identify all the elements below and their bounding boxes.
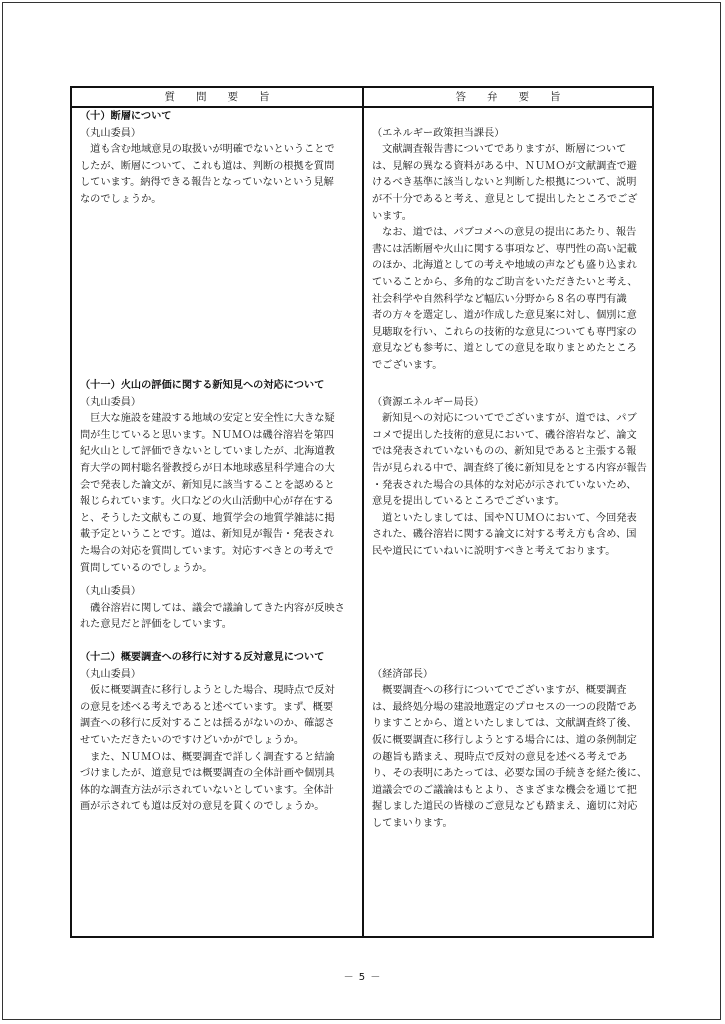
text-line: り、その表明にあたっては、必要な国の手続きを経た後に、: [372, 768, 648, 780]
text-line: また、ＮＵＭＯは、概要調査で詳しく調査すると結論: [80, 751, 335, 763]
text-line: （丸山委員）: [80, 396, 142, 408]
text-line: された、磯谷溶岩に関する論文に対する考え方も含め、国: [372, 529, 637, 541]
text-line: ・発表された場合の具体的な対応が示されていないため、: [372, 479, 637, 491]
text-line: してまいります。: [372, 817, 453, 829]
section-title: （十一）火山の評価に関する新知見への対応について: [80, 380, 325, 391]
question-summary-header: 質 問 要 旨: [164, 91, 270, 103]
text-line: でございます。: [372, 359, 443, 371]
text-line: 者の方々を選定し、道が作成した意見案に対し、個別に意: [372, 310, 637, 322]
text-line: 載予定ということです。道は、新知見が報告・発表され: [80, 529, 334, 541]
text-line: （丸山委員）: [80, 127, 142, 139]
question-block-2-followup: [80, 584, 356, 634]
text-line: 概要調査への移行についてでございますが、概要調査: [372, 685, 627, 697]
text-line: コメで提出した技術的意見において、磯谷溶岩など、論文: [372, 429, 637, 441]
text-line: のほか、北海道としての考えや地域の声なども盛り込まれ: [372, 260, 637, 272]
text-line: 意見なども参考に、道としての意見を取りまとめたところ: [372, 343, 637, 355]
page-number: － 5 －: [343, 972, 382, 983]
text-line: （経済部長）: [372, 668, 434, 680]
text-line: （丸山委員）: [80, 668, 142, 680]
section-title: （十）断層について: [80, 111, 172, 122]
text-line: 文献調査報告書についてでありますが、断層について: [372, 144, 627, 156]
question-block-2: [80, 378, 356, 577]
text-line: の意見を述べる考えであると述べています。まず、概要: [80, 701, 334, 713]
text-line: したが、断層について、これも道は、判断の根拠を質問: [80, 160, 335, 172]
text-line: 社会科学や自然科学など幅広い分野から８名の専門有識: [372, 293, 627, 305]
text-line: （エネルギー政策担当課長）: [372, 127, 505, 139]
text-line: づけましたが、道意見では概要調査の全体計画や個別具: [80, 768, 335, 780]
text-line: （資源エネルギー局長）: [372, 396, 485, 408]
column-divider: [362, 88, 364, 936]
text-line: なのでしょうか。: [80, 193, 162, 205]
text-line: ていることから、多角的なご助言をいただきたいと考え、: [372, 276, 638, 288]
text-line: せていただきたいのですけどいかがでしょうか。: [80, 734, 305, 746]
text-line: 道といたしましては、国やＮＵＭＯにおいて、今回発表: [372, 512, 637, 524]
text-line: れた意見だと評価をしています。: [80, 619, 232, 631]
text-line: 会で発表した論文が、新知見に該当することを認めると: [80, 479, 335, 491]
question-block-1: [80, 109, 356, 209]
text-line: りますことから、道といたしましては、文献調査終了後、: [372, 718, 637, 730]
text-line: 紀火山として評価できないとしていましたが、北海道教: [80, 446, 335, 458]
text-line: います。: [372, 210, 412, 222]
text-line: 握しました道民の皆様のご意見なども踏まえ、適切に対応: [372, 801, 638, 813]
text-line: の趣旨も踏まえ、現時点で反対の意見を述べる考えであ: [372, 751, 628, 763]
text-line: 仮に概要調査に移行しようとした場合、現時点で反対: [80, 685, 335, 697]
text-line: は、見解の異なる資料がある中、ＮＵＭＯが文献調査で避: [372, 160, 637, 172]
question-block-3: [80, 650, 356, 816]
text-line: 問が生じていると思います。ＮＵＭＯは磯谷溶岩を第四: [80, 429, 334, 441]
text-line: けるべき基準に該当しないと判断した根拠について、説明: [372, 177, 637, 189]
text-line: が不十分であると考え、意見として提出したところでござ: [372, 193, 638, 205]
text-line: は、最終処分場の建設地選定のプロセスの一つの段階であ: [372, 701, 637, 713]
text-line: なお、道では、パブコメへの意見の提出にあたり、報告: [372, 227, 637, 239]
text-line: 画が示されても道は反対の意見を貫くのでしょうか。: [80, 801, 325, 813]
text-line: 見聴取を行い、これらの技術的な意見についても専門家の: [372, 326, 637, 338]
table-header-row: [72, 88, 652, 108]
text-line: 調査への移行に反対することは揺るがないのか、確認さ: [80, 718, 335, 730]
text-line: 道議会でのご議論はもとより、さまざまな機会を通じて把: [372, 784, 637, 796]
text-line: 磯谷溶岩に関しては、議会で議論してきた内容が反映さ: [80, 602, 345, 614]
section-title: （十二）概要調査への移行に対する反対意見について: [80, 652, 325, 663]
text-line: 意見を提出しているところでございます。: [372, 496, 565, 508]
answer-block-2: [372, 395, 650, 561]
text-line: 民や道民にていねいに説明すべきと考えております。: [372, 545, 616, 557]
text-line: では発表されていないものの、新知見であると主張する報: [372, 446, 637, 458]
text-line: 道も含む地域意見の取扱いが明確でないということで: [80, 144, 335, 156]
text-line: 報じられています。火口などの火山活動中心が存在する: [80, 496, 334, 508]
text-line: 質問しているのでしょうか。: [80, 562, 213, 574]
answer-block-3: [372, 667, 650, 833]
text-line: た場合の対応を質問しています。対応すべきとの考えで: [80, 545, 334, 557]
qa-table: [70, 86, 654, 938]
text-line: 育大学の岡村聡名誉教授らが日本地球惑星科学連合の大: [80, 462, 335, 474]
text-line: 新知見への対応についてでございますが、道では、パブ: [372, 413, 637, 425]
answer-summary-header: 答 弁 要 旨: [455, 91, 561, 103]
text-line: 告が見られる中で、調査終了後に新知見をとする内容が報告: [372, 462, 647, 474]
text-line: 巨大な施設を建設する地域の安定と安全性に大きな疑: [80, 413, 335, 425]
text-line: しています。納得できる報告となっていないという見解: [80, 177, 334, 189]
text-line: 体的な調査方法が示されていないとしています。全体計: [80, 784, 334, 796]
text-line: と、そうした文献もこの夏、地質学会の地質学雑誌に掲: [80, 512, 335, 524]
text-line: （丸山委員）: [80, 586, 142, 597]
answer-block-1: [372, 126, 650, 375]
text-line: 仮に概要調査に移行しようとする場合には、道の条例制定: [372, 734, 637, 746]
text-line: 書には活断層や火山に関する事項など、専門性の高い記載: [372, 243, 637, 255]
